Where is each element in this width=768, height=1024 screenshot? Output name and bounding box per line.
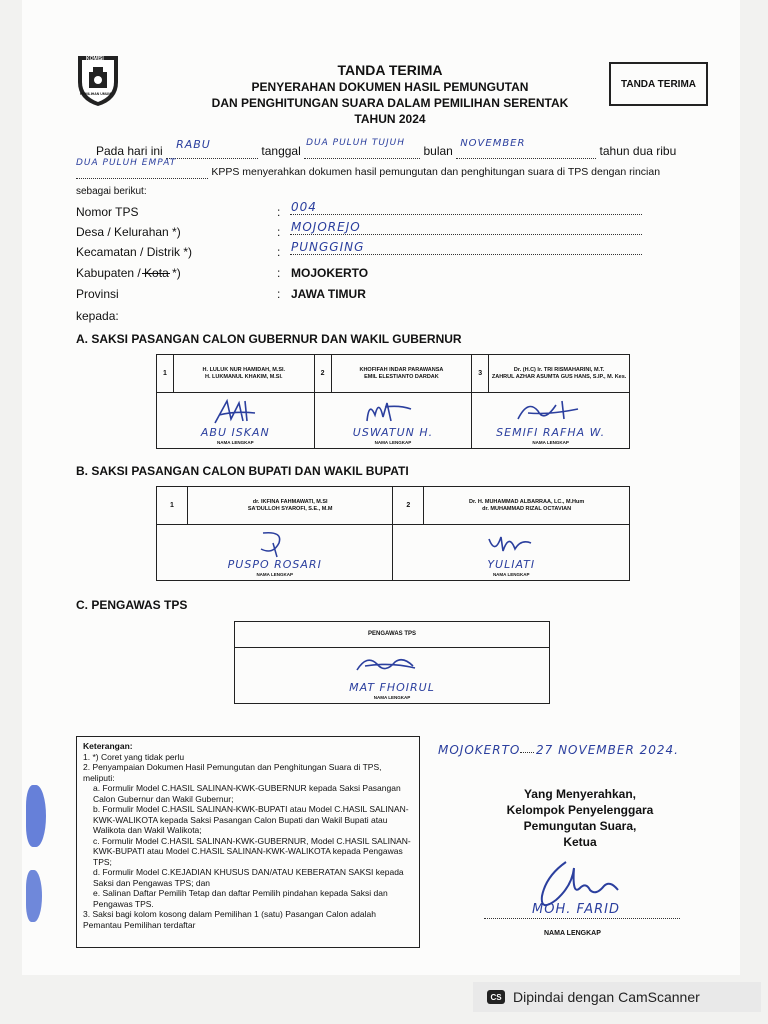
field-value-nomor-tps: 004: [291, 200, 317, 214]
field-value-provinsi: JAWA TIMUR: [291, 287, 366, 301]
ketua-nama-lengkap: NAMA LENGKAP: [544, 930, 601, 937]
handover-block: [480, 786, 680, 850]
kpps-text: KPPS menyerahkan dokumen hasil pemungutan dan penghitungan suara di TPS dengan rincian: [211, 166, 661, 178]
signer-name: PUSPO ROSARI: [227, 558, 322, 571]
signature-cell: [314, 393, 472, 449]
signature-cell: [393, 525, 630, 581]
candidate-name-2: dr. MUHAMMAD RIZAL OCTAVIAN: [482, 505, 572, 512]
tanggal-label: tanggal: [261, 144, 301, 158]
nama-lengkap-label: NAMA LENGKAP: [373, 695, 411, 700]
camscanner-watermark: [473, 982, 761, 1012]
tahun-label: tahun dua ribu: [599, 144, 677, 158]
logo-bottom-text: PEMILIHAN UMUM: [80, 92, 112, 96]
note-item: a. Formulir Model C.HASIL SALINAN-KWK-GUBERNUR kepada Saksi Pasangan Calon Gubernur dan Wakil Gubernur;: [93, 783, 401, 804]
candidate-name-1: Dr. H. MUHAMMAD ALBARRAA, LC., M.Hum: [468, 498, 585, 505]
intro-line-1: [96, 138, 677, 159]
keterangan-box: [76, 736, 420, 948]
colon: :: [277, 225, 281, 239]
signer-name: MAT FHOIRUL: [349, 681, 435, 694]
candidate-name-2: SA'DULLOH SYAROFI, S.E., M.M: [247, 505, 333, 512]
candidate-number: 1: [157, 355, 174, 393]
candidate-name-1: H. LULUK NUR HAMIDAH, M.SI.: [202, 366, 286, 373]
bulan-label: bulan: [423, 144, 453, 158]
signature-cell: [235, 648, 550, 704]
candidate-name-2: ZAHRUL AZHAR ASUMTA GUS HANS, S.IP., M. Kes.: [491, 373, 627, 380]
field-value-kabupaten: MOJOKERTO: [291, 266, 369, 280]
signer-name: USWATUN H.: [352, 426, 434, 439]
place-value: MOJOKERTO: [438, 743, 521, 757]
signer-name: YULIATI: [487, 558, 536, 571]
tahun-value: DUA PULUH EMPAT: [76, 158, 177, 168]
signature-cell: [472, 393, 630, 449]
candidate-name-1: KHOFIFAH INDAR PARAWANSA: [359, 366, 444, 373]
signature-scribble: [508, 397, 588, 427]
keterangan-title: Keterangan:: [83, 741, 133, 751]
candidate-number: 2: [393, 487, 424, 525]
signer-name: ABU ISKAN: [200, 426, 270, 439]
note-item: b. Formulir Model C.HASIL SALINAN-KWK-BUPATI atau Model C.HASIL SALINAN-KWK-WALIKOTA kepada Saksi Pasangan Calon Bupati dan Wakil Bupati atau Walikota dan Wakil Walikota;: [93, 804, 409, 835]
nama-lengkap-label: NAMA LENGKAP: [374, 440, 412, 445]
signature-scribble: [351, 652, 421, 678]
tahun-field: [76, 158, 208, 179]
intro-line-2: [76, 158, 661, 179]
candidate-name-2: H. LUKMANUL KHAKIM, M.SI.: [205, 373, 283, 380]
signature-scribble: [243, 529, 303, 559]
hari-value: RABU: [176, 138, 211, 151]
colon: :: [277, 245, 281, 259]
note-item: 3. Saksi bagi kolom kosong dalam Pemilihan 1 (satu) Pasangan Calon adalah Pemantau Pemilihan terdaftar: [83, 909, 376, 930]
sebagai-berikut: sebagai berikut:: [76, 186, 147, 197]
pengawas-header: PENGAWAS TPS: [235, 622, 550, 648]
section-b-title: B. SAKSI PASANGAN CALON BUPATI DAN WAKIL BUPATI: [76, 464, 409, 478]
handover-line-3: Pemungutan Suara,: [523, 819, 637, 833]
ketua-dots: [484, 918, 680, 919]
nama-lengkap-label: NAMA LENGKAP: [492, 572, 530, 577]
candidate-name-2: EMIL ELESTIANTO DARDAK: [364, 373, 439, 380]
field-label-kecamatan: Kecamatan / Distrik *): [76, 245, 193, 259]
date-value: 27 NOVEMBER 2024.: [536, 743, 679, 757]
section-b-table: [156, 486, 630, 581]
signature-scribble: [481, 529, 541, 559]
ink-smudge: [26, 785, 46, 847]
nama-lengkap-label: NAMA LENGKAP: [256, 572, 294, 577]
candidate-number: 1: [157, 487, 188, 525]
ketua-signer-name: MOH. FARID: [532, 902, 620, 917]
signature-cell: [157, 525, 393, 581]
bulan-field: [456, 138, 596, 159]
camscanner-logo-icon: CS: [487, 990, 505, 1004]
note-item: e. Salinan Daftar Pemilih Tetap dan daftar Pemilih pindahan kepada Saksi dan Pengawas TPS.: [93, 888, 388, 909]
signature-cell: [157, 393, 315, 449]
title-tanda-terima: TANDA TERIMA: [337, 62, 443, 78]
colon: :: [277, 205, 281, 219]
date-dots: [520, 752, 534, 753]
handover-line-1: Yang Menyerahkan,: [523, 787, 637, 801]
title-line-2: PENYERAHAN DOKUMEN HASIL PEMUNGUTAN: [251, 80, 529, 94]
colon: :: [277, 266, 281, 280]
candidate-number: 3: [472, 355, 489, 393]
candidate-header: [187, 487, 393, 525]
tanda-terima-box: TANDA TERIMA: [609, 62, 708, 106]
handover-line-4: Ketua: [563, 835, 597, 849]
section-a-table: [156, 354, 630, 449]
candidate-number: 2: [314, 355, 331, 393]
strikethrough-kota: [142, 273, 170, 274]
signer-name: SEMIFI RAFHA W.: [496, 426, 606, 439]
field-dots: [290, 202, 642, 215]
logo-top-text: KOMISI: [86, 56, 104, 62]
kepada-label: kepada:: [76, 309, 119, 323]
title-year: TAHUN 2024: [354, 112, 426, 126]
field-label-desa: Desa / Kelurahan *): [76, 225, 181, 239]
section-c-title: C. PENGAWAS TPS: [76, 598, 188, 612]
signature-scribble: [355, 397, 425, 427]
tanggal-field: [304, 138, 420, 159]
ink-smudge: [26, 870, 42, 922]
section-c-table: [234, 621, 550, 704]
signature-scribble: [205, 397, 275, 427]
field-label-nomor-tps: Nomor TPS: [76, 205, 139, 219]
candidate-header: [173, 355, 314, 393]
candidate-name-1: Dr. (H.C) Ir. TRI RISMAHARINI, M.T.: [513, 366, 605, 373]
candidate-name-1: dr. IKFINA FAHMAWATI, M.SI: [252, 498, 328, 505]
tanggal-value: DUA PULUH TUJUH: [306, 138, 405, 148]
note-item: d. Formulir Model C.KEJADIAN KHUSUS DAN/ATAU KEBERATAN SAKSI kepada Saksi dan Pengawas TPS; dan: [93, 867, 404, 888]
kpu-logo: [72, 52, 124, 108]
pada-hari-ini-label: Pada hari ini: [96, 144, 163, 158]
candidate-header: [331, 355, 472, 393]
nama-lengkap-label: NAMA LENGKAP: [217, 440, 254, 445]
note-item: c. Formulir Model C.HASIL SALINAN-KWK-GUBERNUR, Model C.HASIL SALINAN-KWK-BUPATI atau Model C.HASIL SALINAN-KWK-WALIKOTA kepada Pengawas TPS;: [93, 835, 411, 867]
note-item: 1. *) Coret yang tidak perlu: [83, 751, 185, 762]
nama-lengkap-label: NAMA LENGKAP: [532, 440, 569, 445]
field-value-desa: MOJOREJO: [291, 220, 361, 234]
colon: :: [277, 287, 281, 301]
field-label-kabupaten: [76, 266, 181, 280]
bulan-value: NOVEMBER: [460, 138, 526, 149]
candidate-header: [424, 487, 630, 525]
candidate-header: [489, 355, 630, 393]
title-line-3: DAN PENGHITUNGAN SUARA DALAM PEMILIHAN SERENTAK: [211, 96, 569, 110]
field-value-kecamatan: PUNGGING: [291, 240, 365, 254]
handover-line-2: Kelompok Penyelenggara: [506, 803, 654, 817]
section-a-title: A. SAKSI PASANGAN CALON GUBERNUR DAN WAKIL GUBERNUR: [76, 332, 462, 346]
kabupaten-label-text: Kabupaten / Kota *): [76, 266, 181, 280]
hari-field: [166, 138, 258, 159]
field-label-provinsi: Provinsi: [76, 287, 119, 301]
note-item: 2. Penyampaian Dokumen Hasil Pemungutan dan Penghitungan Suara di TPS, meliputi:: [83, 762, 382, 783]
camscanner-text: Dipindai dengan CamScanner: [513, 989, 700, 1005]
